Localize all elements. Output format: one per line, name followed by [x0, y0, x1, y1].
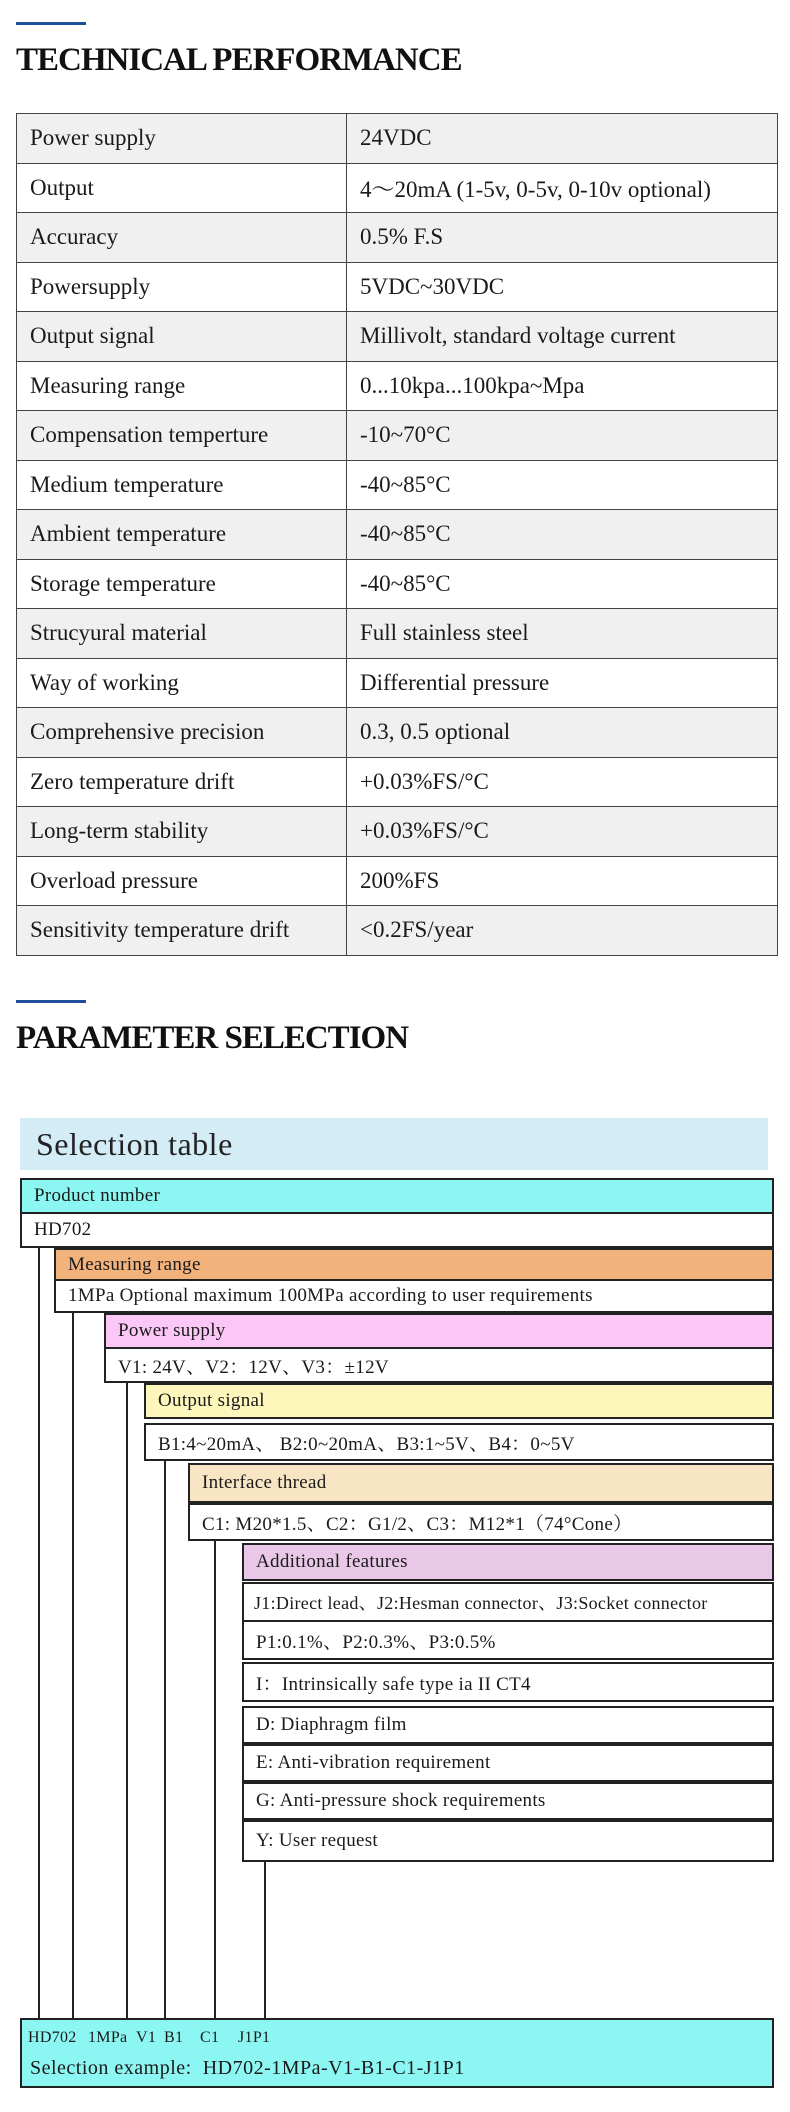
feature-item-i: I：Intrinsically safe type ia II CT4 — [242, 1662, 774, 1702]
connector-line-features — [264, 1862, 266, 2018]
spec-row — [17, 906, 778, 956]
parameter-selection-title: PARAMETER SELECTION — [16, 1020, 409, 1056]
selection-example-box — [20, 2018, 774, 2088]
spec-row — [17, 757, 778, 807]
spec-label: Long-term stability — [17, 807, 347, 857]
code-features: J1P1 — [238, 2028, 271, 2046]
spec-value: 0...10kpa...100kpa~Mpa — [347, 361, 778, 411]
spec-label: Sensitivity temperature drift — [17, 906, 347, 956]
spec-value: Full stainless steel — [347, 609, 778, 659]
spec-value: +0.03%FS/°C — [347, 807, 778, 857]
connector-line-measuring — [72, 1313, 74, 2018]
output-signal-header: Output signal — [144, 1383, 774, 1419]
product-number-header: Product number — [20, 1178, 774, 1214]
interface-thread-value: C1: M20*1.5、C2：G1/2、C3：M12*1（74°Cone） — [188, 1503, 774, 1541]
spec-label: Power supply — [17, 114, 347, 164]
measuring-range-value: 1MPa Optional maximum 100MPa according to user requirements — [54, 1279, 774, 1313]
spec-value: 200%FS — [347, 856, 778, 906]
spec-value: <0.2FS/year — [347, 906, 778, 956]
code-output: B1 — [164, 2028, 184, 2046]
product-number-value: HD702 — [20, 1212, 774, 1248]
spec-value: -40~85°C — [347, 510, 778, 560]
connector-line-output — [164, 1461, 166, 2018]
spec-row — [17, 213, 778, 263]
spec-row — [17, 460, 778, 510]
code-interface: C1 — [200, 2028, 220, 2046]
code-measuring: 1MPa — [88, 2028, 128, 2046]
spec-row — [17, 807, 778, 857]
spec-row — [17, 114, 778, 164]
connector-line-product — [38, 1248, 40, 2018]
code-product: HD702 — [28, 2028, 77, 2046]
spec-label: Powersupply — [17, 262, 347, 312]
feature-item-j: J1:Direct lead、J2:Hesman connector、J3:Socket connector — [242, 1582, 774, 1622]
accent-bar-parameter — [16, 1000, 86, 1003]
spec-value: 5VDC~30VDC — [347, 262, 778, 312]
spec-value: -10~70°C — [347, 411, 778, 461]
spec-row — [17, 411, 778, 461]
spec-label: Medium temperature — [17, 460, 347, 510]
spec-label: Comprehensive precision — [17, 708, 347, 758]
connector-line-interface — [214, 1541, 216, 2018]
spec-row — [17, 262, 778, 312]
spec-value: 24VDC — [347, 114, 778, 164]
spec-label: Accuracy — [17, 213, 347, 263]
interface-thread-header: Interface thread — [188, 1463, 774, 1503]
spec-label: Output — [17, 163, 347, 213]
spec-value: 0.3, 0.5 optional — [347, 708, 778, 758]
connector-line-power — [126, 1383, 128, 2018]
spec-value: +0.03%FS/°C — [347, 757, 778, 807]
spec-row — [17, 708, 778, 758]
spec-label: Way of working — [17, 658, 347, 708]
selection-table-title: Selection table — [20, 1118, 768, 1170]
feature-item-e: E: Anti-vibration requirement — [242, 1744, 774, 1782]
spec-row — [17, 609, 778, 659]
spec-label: Output signal — [17, 312, 347, 362]
accent-bar-technical — [16, 22, 86, 25]
additional-features-header: Additional features — [242, 1543, 774, 1581]
feature-item-d: D: Diaphragm film — [242, 1706, 774, 1744]
spec-value: -40~85°C — [347, 559, 778, 609]
spec-label: Storage temperature — [17, 559, 347, 609]
spec-value: 0.5% F.S — [347, 213, 778, 263]
spec-value: 4～20mA (1-5v, 0-5v, 0-10v optional) — [347, 163, 778, 213]
selection-example-text: Selection example: HD702-1MPa-V1-B1-C1-J1P1 — [30, 2056, 465, 2079]
feature-item-p: P1:0.1%、P2:0.3%、P3:0.5% — [242, 1620, 774, 1660]
code-power: V1 — [136, 2028, 157, 2046]
spec-row — [17, 856, 778, 906]
tech-spec-table — [16, 113, 778, 956]
spec-value: -40~85°C — [347, 460, 778, 510]
spec-row — [17, 559, 778, 609]
feature-item-y: Y: User request — [242, 1820, 774, 1862]
spec-row — [17, 510, 778, 560]
technical-performance-title: TECHNICAL PERFORMANCE — [16, 42, 462, 78]
spec-label: Compensation temperture — [17, 411, 347, 461]
measuring-range-header: Measuring range — [54, 1248, 774, 1281]
power-supply-value: V1: 24V、V2：12V、V3：±12V — [104, 1347, 774, 1383]
spec-label: Overload pressure — [17, 856, 347, 906]
spec-label: Measuring range — [17, 361, 347, 411]
spec-label: Strucyural material — [17, 609, 347, 659]
power-supply-header: Power supply — [104, 1313, 774, 1349]
spec-label: Ambient temperature — [17, 510, 347, 560]
spec-value: Millivolt, standard voltage current — [347, 312, 778, 362]
output-signal-value: B1:4~20mA、 B2:0~20mA、B3:1~5V、B4：0~5V — [144, 1423, 774, 1461]
spec-row — [17, 361, 778, 411]
feature-item-g: G: Anti-pressure shock requirements — [242, 1782, 774, 1820]
spec-row — [17, 658, 778, 708]
spec-row — [17, 163, 778, 213]
spec-label: Zero temperature drift — [17, 757, 347, 807]
spec-value: Differential pressure — [347, 658, 778, 708]
spec-row — [17, 312, 778, 362]
